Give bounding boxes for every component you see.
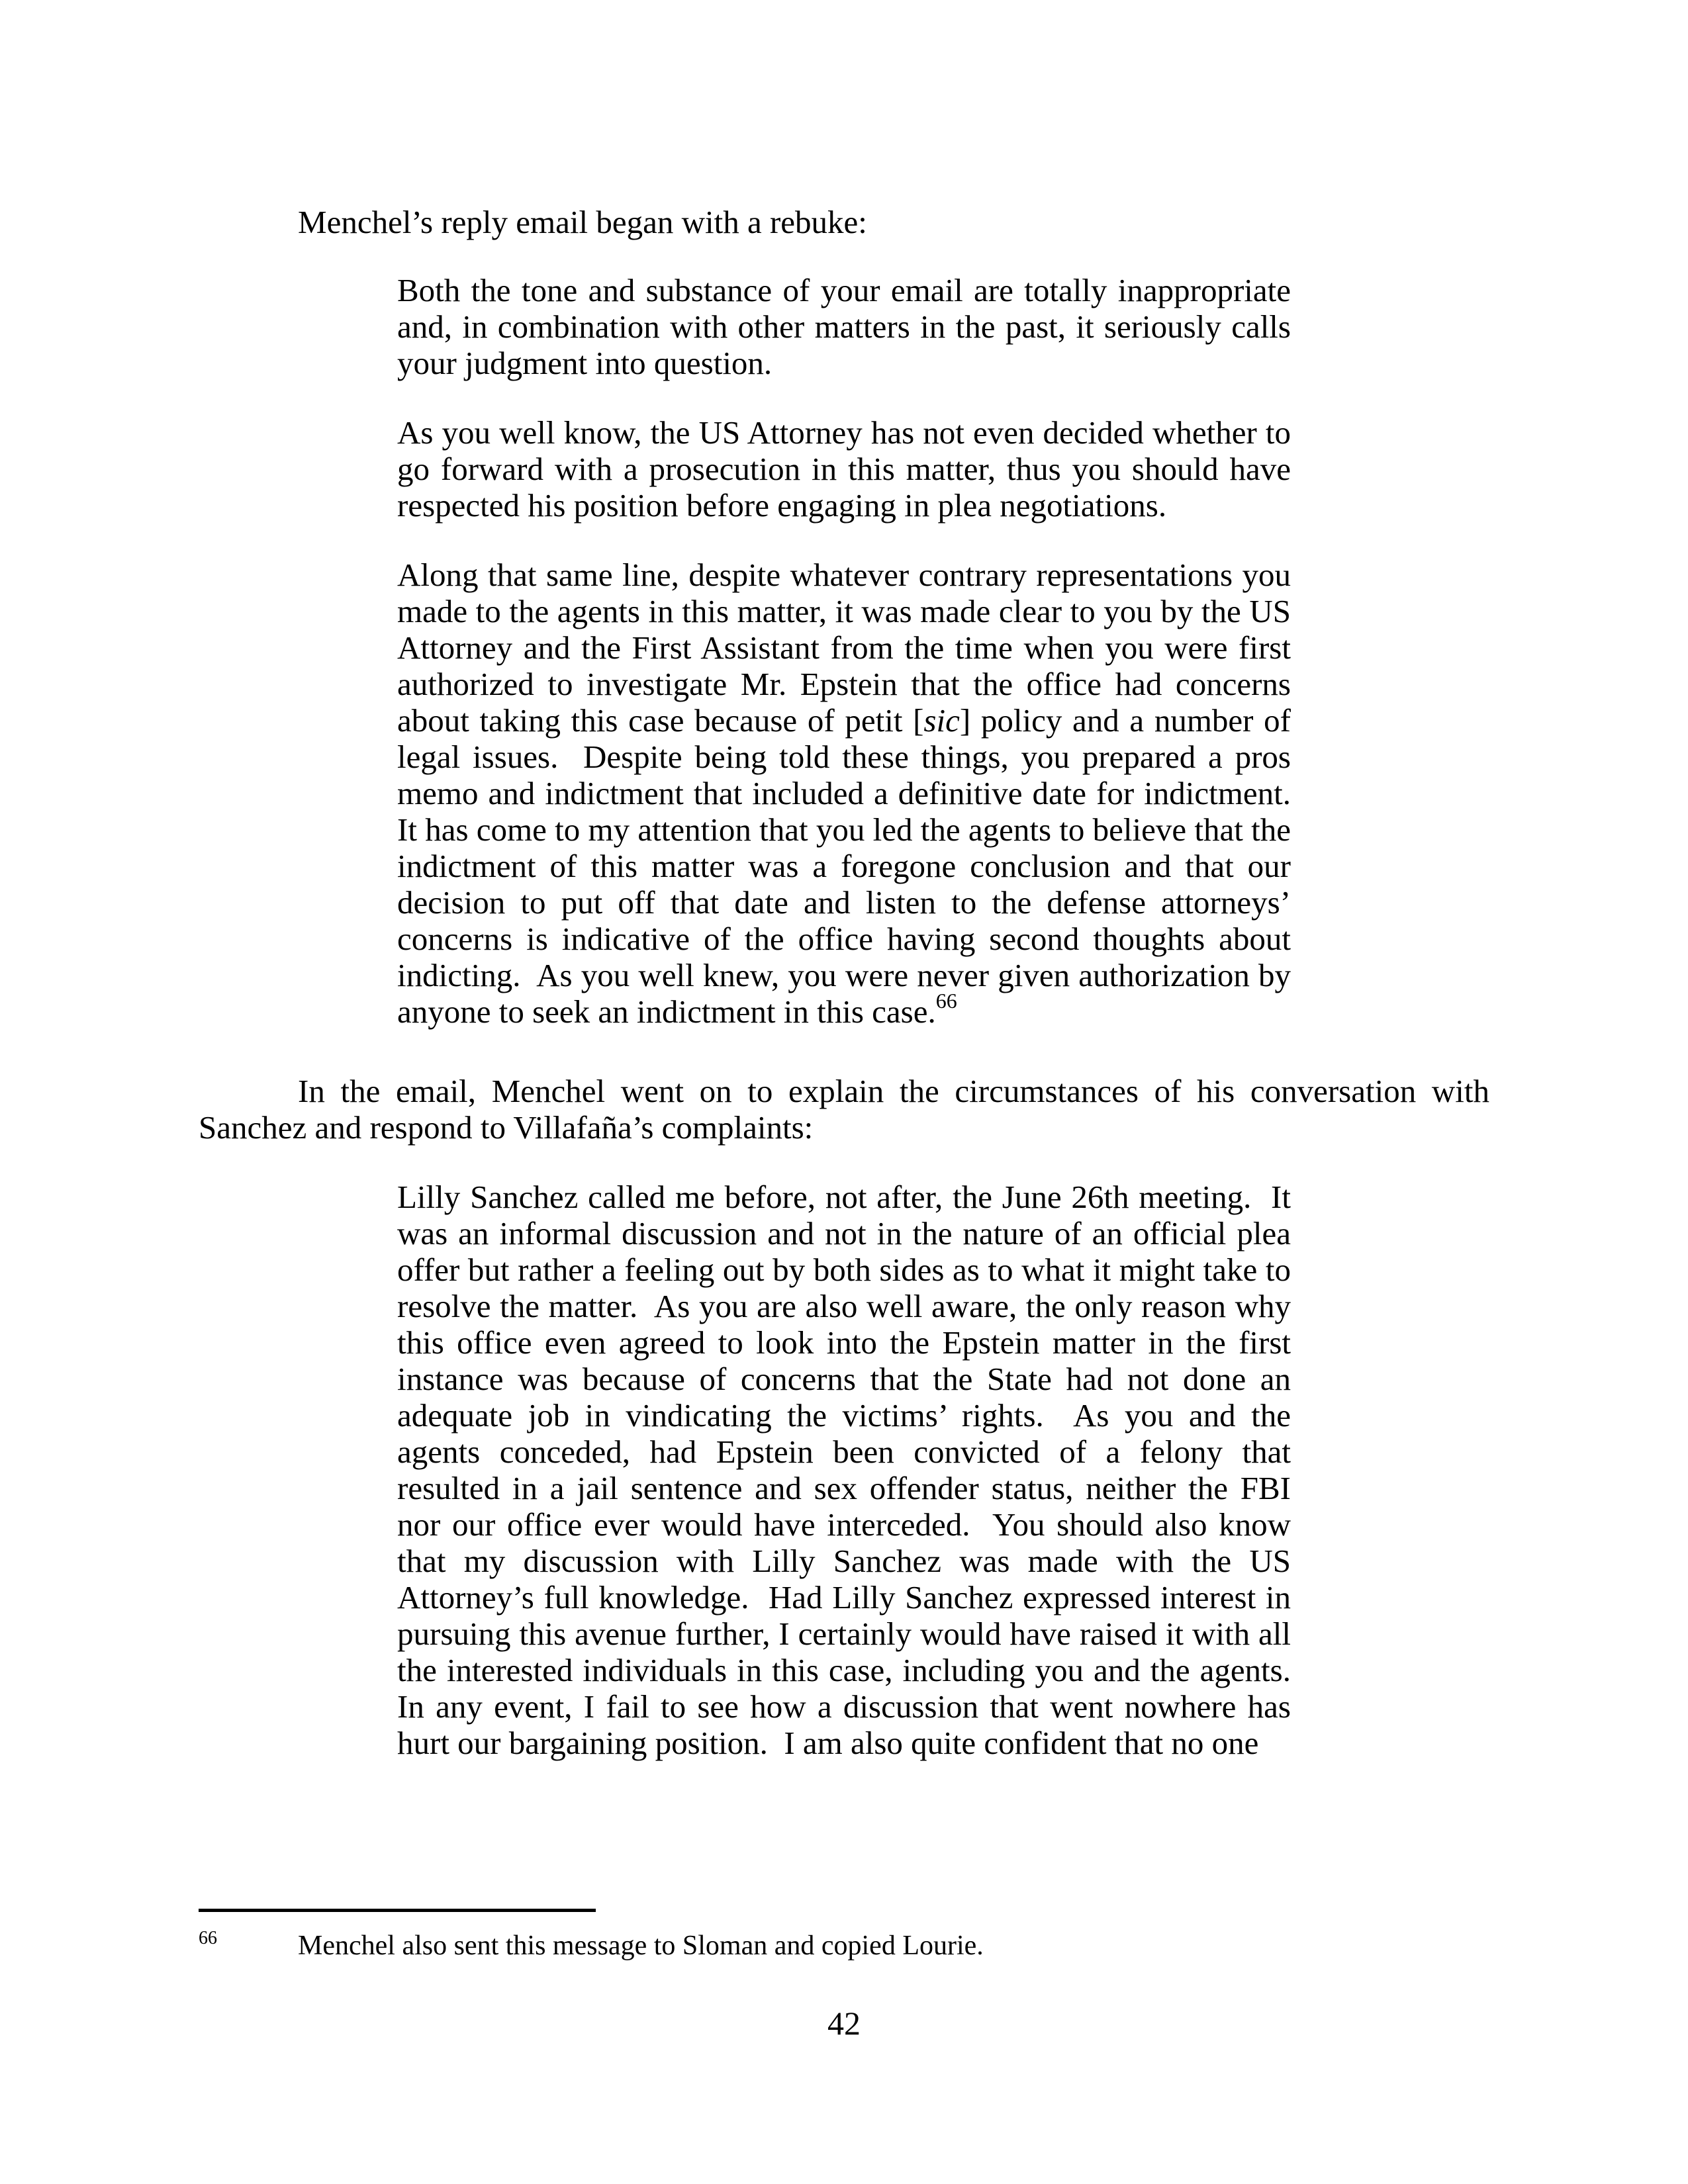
- page-content: [199, 204, 1498, 1794]
- quote-3-text-after-sic: ] policy and a number of legal issues. Despite being told these things, you prepared a pros memo and indictment that included a definitive date for indictment. It has come to my attention that you led the agents to believe that the indictment of this matter was a foregone conclusion and that our decision to put off that date and listen to the defense attorneys’ concerns is indicative of the office having second thoughts about indicting. As you well knew, you were never given authorization by anyone to seek an indictment in this case.: [397, 702, 1307, 1030]
- footnote: [199, 1930, 1489, 1962]
- page-number: 42: [827, 2005, 861, 2042]
- quote-4: Lilly Sanchez called me before, not after, the June 26th meeting. It was an informal discussion and not in the nature of an official plea offer but rather a feeling out by both sides as to what it might take to resolve the matter. As you are also well aware, the only reason why this office even agreed to look into the Epstein matter in the first instance was because of concerns that the State had not done an adequate job in vindicating the victims’ rights. As you and the agents conceded, had Epstein been convicted of a felony that resulted in a jail sentence and sex offender status, neither the FBI nor our office ever would have interceded. You should also know that my discussion with Lilly Sanchez was made with the US Attorney’s full knowledge. Had Lilly Sanchez expressed interest in pursuing this avenue further, I certainly would have raised it with all the interested individuals in this case, including you and the agents. In any event, I fail to see how a discussion that went nowhere has hurt our bargaining position. I am also quite confident that no one: [397, 1179, 1307, 1761]
- footnote-marker: [199, 1930, 298, 1962]
- footnote-text: Menchel also sent this message to Sloman and copied Lourie.: [298, 1931, 984, 1961]
- middle-paragraph: In the email, Menchel went on to explain the circumstances of his conversation with Sanchez and respond to Villafaña’s complaints:: [199, 1073, 1498, 1146]
- quote-3: [397, 557, 1307, 1030]
- footnote-reference-66: 66: [935, 989, 957, 1013]
- footnote-marker-number: 66: [199, 1928, 217, 1948]
- quote-2: As you well know, the US Attorney has not even decided whether to go forward with a prosecution in this matter, thus you should have respected his position before engaging in plea negotiations.: [397, 414, 1299, 523]
- quote-1: Both the tone and substance of your email are totally inappropriate and, in combination with other matters in the past, it seriously calls your judgment into question.: [397, 272, 1299, 381]
- sic-italic: sic: [923, 702, 960, 739]
- footnote-separator-rule: [199, 1909, 596, 1912]
- quote-3-text-before-sic: Along that same line, despite whatever contrary representations you made to the agents in this matter, it was made clear to you by the US Attorney and the First Assistant from the time when you were first authorized to investigate Mr. Epstein that the office had concerns about taking this case because of petit [: [397, 557, 1299, 739]
- intro-paragraph: Menchel’s reply email began with a rebuke:: [298, 204, 867, 240]
